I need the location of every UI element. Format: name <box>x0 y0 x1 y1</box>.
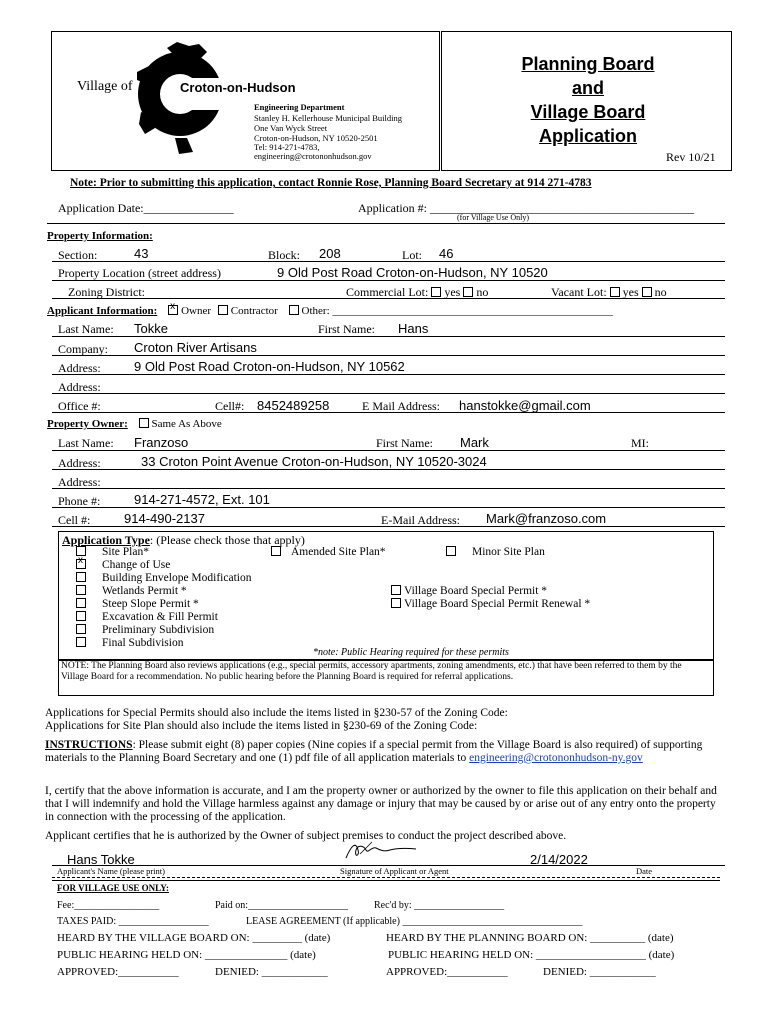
amended-label: Amended Site Plan* <box>291 546 386 558</box>
contractor-label: Contractor <box>230 305 278 317</box>
commercial-no-label: no <box>476 285 489 299</box>
applicant-email-field[interactable]: hanstokke@gmail.com <box>459 398 591 413</box>
applicant-cell-field[interactable]: 8452489258 <box>257 398 330 413</box>
other-checkbox[interactable] <box>289 305 299 315</box>
location-field[interactable]: 9 Old Post Road Croton-on-Hudson, NY 10520 <box>277 265 548 280</box>
minor-label: Minor Site Plan <box>472 546 545 558</box>
application-type-heading: Application Type <box>62 533 150 547</box>
special-permits-line: Applications for Special Permits should also include the items listed in §230-57 of the Zoning Code: <box>45 707 508 719</box>
commercial-yes-label: yes <box>444 285 461 299</box>
prelim-label: Preliminary Subdivision <box>102 624 215 636</box>
owner-address2-field[interactable] <box>52 488 725 489</box>
property-info-heading: Property Information: <box>47 230 153 242</box>
vacant-no-checkbox[interactable] <box>642 287 652 297</box>
owner-email-field[interactable]: Mark@franzoso.com <box>486 511 607 526</box>
wetlands-label: Wetlands Permit * <box>102 585 187 597</box>
owner-email-label: E-Mail Address: <box>381 513 460 527</box>
contractor-checkbox[interactable] <box>218 305 228 315</box>
instructions-label: INSTRUCTIONS <box>45 739 133 751</box>
denied-1[interactable]: DENIED: ____________ <box>215 966 328 978</box>
applicant-address-label: Address: <box>58 361 101 375</box>
approved-2[interactable]: APPROVED:___________ <box>386 966 508 978</box>
same-as-above-label: Same As Above <box>151 418 222 430</box>
owner-checkbox[interactable] <box>168 305 178 315</box>
approved-1[interactable]: APPROVED:___________ <box>57 966 179 978</box>
taxes-field[interactable]: TAXES PAID: __________________ <box>57 916 209 927</box>
company-label: Company: <box>58 342 108 356</box>
envelope-checkbox[interactable] <box>76 572 86 582</box>
owner-last-label: Last Name: <box>58 436 114 450</box>
office-label: Office #: <box>58 399 101 413</box>
hearing-note: *note: Public Hearing required for these permits <box>313 647 509 658</box>
envelope-label: Building Envelope Modification <box>102 572 252 584</box>
dept-tel: Tel: 914-271-4783, <box>254 142 320 152</box>
steep-label: Steep Slope Permit * <box>102 598 199 610</box>
final-label: Final Subdivision <box>102 637 184 649</box>
zoning-label: Zoning District: <box>68 285 145 299</box>
owner-address2-label: Address: <box>58 475 101 489</box>
applicant-address2-field[interactable] <box>52 393 725 394</box>
village-use-heading: FOR VILLAGE USE ONLY: <box>57 883 169 893</box>
application-number[interactable]: Application #: ____________________________________________ <box>358 201 694 215</box>
application-date[interactable]: Application Date:_______________ <box>58 201 234 215</box>
applicant-name-label: Applicant's Name (please print) <box>57 866 165 876</box>
recd-field[interactable]: Rec'd by: __________________ <box>374 900 505 911</box>
title-line-1: Planning Board <box>521 54 655 74</box>
change-use-label: Change of Use <box>102 559 171 571</box>
village-use-note: (for Village Use Only) <box>457 213 530 222</box>
excavation-label: Excavation & Fill Permit <box>102 611 218 623</box>
vb-special-label: Village Board Special Permit * <box>404 585 548 597</box>
title-line-4: Application <box>539 126 637 146</box>
type-site-plan[interactable] <box>76 546 149 558</box>
change-use-checkbox[interactable] <box>76 559 86 569</box>
location-label: Property Location (street address) <box>58 266 221 280</box>
same-as-above-checkbox[interactable] <box>139 418 149 428</box>
applicant-first-field[interactable]: Hans <box>398 321 429 336</box>
vacant-no-label: no <box>654 285 667 299</box>
application-note: NOTE: The Planning Board also reviews applications (e.g., special permits, accessory apartments, zoning amendments, etc.) that have been referred to them by the Village Board for a recommendation. No public hearing before the Planning Board is required for referral applications. <box>61 661 682 682</box>
owner-label: Owner <box>181 305 211 317</box>
title-line-3: Village Board <box>530 102 646 122</box>
block-field[interactable]: 208 <box>319 246 341 261</box>
type-change-use[interactable] <box>76 559 170 571</box>
top-note: Note: Prior to submitting this application, contact Ronnie Rose, Planning Board Secretary at 914 271-4783 <box>70 177 592 189</box>
site-plan-line: Applications for Site Plan should also include the items listed in §230-69 of the Zoning Code: <box>45 720 478 732</box>
vb-renewal-checkbox[interactable] <box>391 598 401 608</box>
type-prelim[interactable] <box>76 624 214 636</box>
public-hearing-2[interactable]: PUBLIC HEARING HELD ON: ____________________ (date) <box>388 949 675 961</box>
type-envelope[interactable] <box>76 572 251 584</box>
denied-2[interactable]: DENIED: ____________ <box>543 966 656 978</box>
revision: Rev 10/21 <box>666 150 716 164</box>
vacant-yes-checkbox[interactable] <box>610 287 620 297</box>
commercial-lot-label: Commercial Lot: <box>346 285 429 299</box>
dept-email: engineering@crotononhudson.gov <box>254 151 372 161</box>
dept-name: Engineering Department <box>254 102 345 112</box>
amended-checkbox[interactable] <box>271 546 281 556</box>
applicant-last-field[interactable]: Tokke <box>134 321 168 336</box>
signature-label: Signature of Applicant or Agent <box>340 866 449 876</box>
vb-renewal-label: Village Board Special Permit Renewal * <box>404 598 591 610</box>
commercial-yes-checkbox[interactable] <box>431 287 441 297</box>
fee-field[interactable]: Fee:_________________ <box>57 900 160 911</box>
type-wetlands[interactable] <box>76 585 187 597</box>
instructions-email-link[interactable]: engineering@crotononhudson-ny.gov <box>469 752 643 764</box>
applicant-first-label: First Name: <box>318 322 375 336</box>
applicant-info-row <box>47 305 613 317</box>
vb-heard-field[interactable]: HEARD BY THE VILLAGE BOARD ON: _________ (date) <box>57 932 331 944</box>
signature-image[interactable] <box>342 840 422 865</box>
vacant-yes-label: yes <box>622 285 639 299</box>
pb-heard-field[interactable]: HEARD BY THE PLANNING BOARD ON: __________ (date) <box>386 932 674 944</box>
owner-last-field[interactable]: Franzoso <box>134 435 189 450</box>
owner-phone-label: Phone #: <box>58 494 101 508</box>
final-checkbox[interactable] <box>76 637 86 647</box>
logo-name-text: Croton-on-Hudson <box>180 80 296 95</box>
lease-field[interactable]: LEASE AGREEMENT (If applicable) ____________________________________ <box>246 916 583 927</box>
type-final[interactable] <box>76 637 183 649</box>
type-minor[interactable] <box>446 546 545 558</box>
lot-label: Lot: <box>402 248 422 262</box>
dept-building: Stanley H. Kellerhouse Municipal Building <box>254 113 403 123</box>
owner-address-field[interactable]: 33 Croton Point Avenue Croton-on-Hudson, NY 10520-3024 <box>141 454 487 469</box>
title-line-2: and <box>571 78 604 98</box>
applicant-email-label: E Mail Address: <box>362 399 440 413</box>
signature-date-field[interactable]: 2/14/2022 <box>530 852 588 867</box>
owner-address-label: Address: <box>58 456 101 470</box>
steep-checkbox[interactable] <box>76 598 86 608</box>
public-hearing-1[interactable]: PUBLIC HEARING HELD ON: _______________ (date) <box>57 949 316 961</box>
type-vb-renewal[interactable] <box>391 598 590 610</box>
wetlands-checkbox[interactable] <box>76 585 86 595</box>
block-label: Block: <box>268 248 300 262</box>
paid-field[interactable]: Paid on:____________________ <box>215 900 349 911</box>
authorization-text: Applicant certifies that he is authorized by the Owner of subject premises to conduct the project described above. <box>45 830 567 842</box>
instructions <box>45 739 727 765</box>
dept-street: One Van Wyck Street <box>254 123 328 133</box>
section-field[interactable]: 43 <box>134 246 149 261</box>
certification-text: I, certify that the above information is accurate, and I am the property owner or authorized by the owner to file this application on their behalf and that I will indemnify and hold the Village harmless against any damage or injury that may be caused by or arise out of any entry onto the property in connection with the processing of the application. <box>45 785 717 823</box>
lot-field[interactable]: 46 <box>439 246 454 261</box>
owner-cell-field[interactable]: 914-490-2137 <box>124 511 205 526</box>
owner-first-field[interactable]: Mark <box>460 435 489 450</box>
other-label: Other: ___________________________________________________ <box>301 305 613 317</box>
property-owner-row <box>47 418 222 430</box>
instructions-text: : Please submit eight (8) paper copies (Nine copies if a special permit from the Village Board is also required) of supporting materials to the Planning Board Secretary and one (1) pdf file of all application materials to <box>45 739 703 764</box>
applicant-name-field[interactable]: Hans Tokke <box>67 852 135 867</box>
applicant-address2-label: Address: <box>58 380 101 394</box>
company-field[interactable]: Croton River Artisans <box>134 340 257 355</box>
owner-mi-label: MI: <box>631 436 649 450</box>
signature-scribble-icon <box>342 840 422 862</box>
type-excavation[interactable] <box>76 611 218 623</box>
property-owner-heading: Property Owner: <box>47 418 128 430</box>
type-steep[interactable] <box>76 598 199 610</box>
owner-cell-label: Cell #: <box>58 513 91 527</box>
site-plan-label: Site Plan* <box>102 546 149 558</box>
minor-checkbox[interactable] <box>446 546 456 556</box>
owner-phone-field[interactable]: 914-271-4572, Ext. 101 <box>134 492 270 507</box>
applicant-cell-label: Cell#: <box>215 399 245 413</box>
dept-city: Croton-on-Hudson, NY 10520-2501 <box>254 133 378 143</box>
divider <box>47 223 725 224</box>
applicant-last-label: Last Name: <box>58 322 114 336</box>
vb-special-checkbox[interactable] <box>391 585 401 595</box>
vacant-lot-label: Vacant Lot: <box>551 285 607 299</box>
type-amended[interactable] <box>271 546 386 558</box>
commercial-no-checkbox[interactable] <box>463 287 473 297</box>
date-label: Date <box>636 866 653 876</box>
excavation-checkbox[interactable] <box>76 611 86 621</box>
section-label: Section: <box>58 248 98 262</box>
applicant-address-field[interactable]: 9 Old Post Road Croton-on-Hudson, NY 10562 <box>134 359 405 374</box>
logo-village-text: Village of <box>77 79 133 94</box>
type-vb-special[interactable] <box>391 585 547 597</box>
applicant-info-heading: Applicant Information: <box>47 305 158 317</box>
application-type-instruction: : (Please check those that apply) <box>149 533 305 547</box>
prelim-checkbox[interactable] <box>76 624 86 634</box>
owner-first-label: First Name: <box>376 436 433 450</box>
